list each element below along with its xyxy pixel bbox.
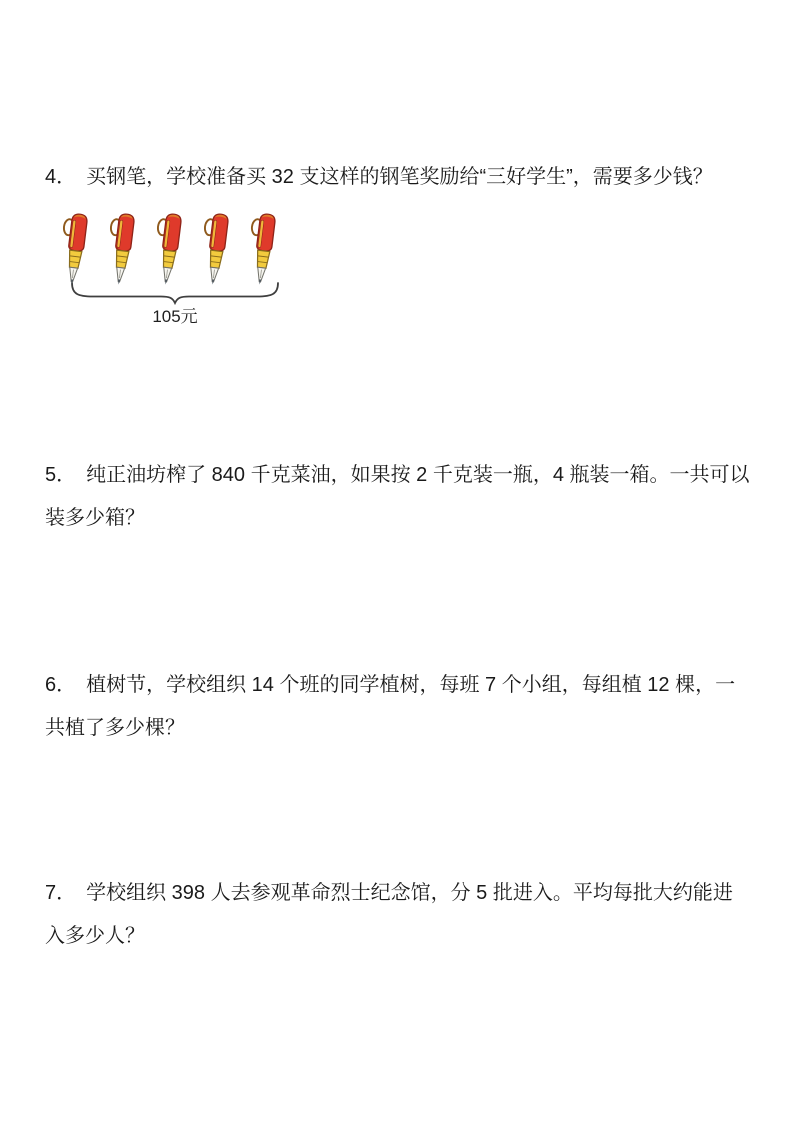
question-6: [45, 664, 751, 750]
question-4: [45, 156, 751, 328]
question-5-body: 纯正油坊榨了 840 千克菜油，如果按 2 千克装一瓶，4 瓶装一箱。一共可以装多少箱？: [45, 464, 750, 529]
question-5-text: [45, 454, 751, 540]
pen-row: [59, 210, 291, 288]
question-4-number: 4．: [45, 166, 77, 188]
question-5-number: 5．: [45, 464, 77, 486]
fountain-pen-icon: [54, 208, 97, 290]
question-7-text: [45, 872, 751, 958]
question-6-text: [45, 664, 751, 750]
question-6-body: 植树节，学校组织 14 个班的同学植树，每班 7 个小组，每组植 12 棵，一共植了多少棵？: [45, 674, 736, 739]
question-5: [45, 454, 751, 540]
question-6-number: 6．: [45, 674, 77, 696]
fountain-pen-icon: [148, 208, 191, 290]
question-7-body: 学校组织 398 人去参观革命烈士纪念馆，分 5 批进入。平均每批大约能进入多少人？: [45, 882, 733, 947]
price-label: 105元: [152, 307, 198, 326]
fountain-pen-icon: [242, 208, 285, 290]
fountain-pen-icon: [195, 208, 238, 290]
question-7-number: 7．: [45, 882, 77, 904]
pens-illustration: [59, 210, 291, 328]
question-7: [45, 872, 751, 958]
question-4-body: 买钢笔，学校准备买 32 支这样的钢笔奖励给“三好学生”，需要多少钱？: [86, 166, 713, 188]
question-4-text: [45, 156, 751, 199]
fountain-pen-icon: [101, 208, 144, 290]
